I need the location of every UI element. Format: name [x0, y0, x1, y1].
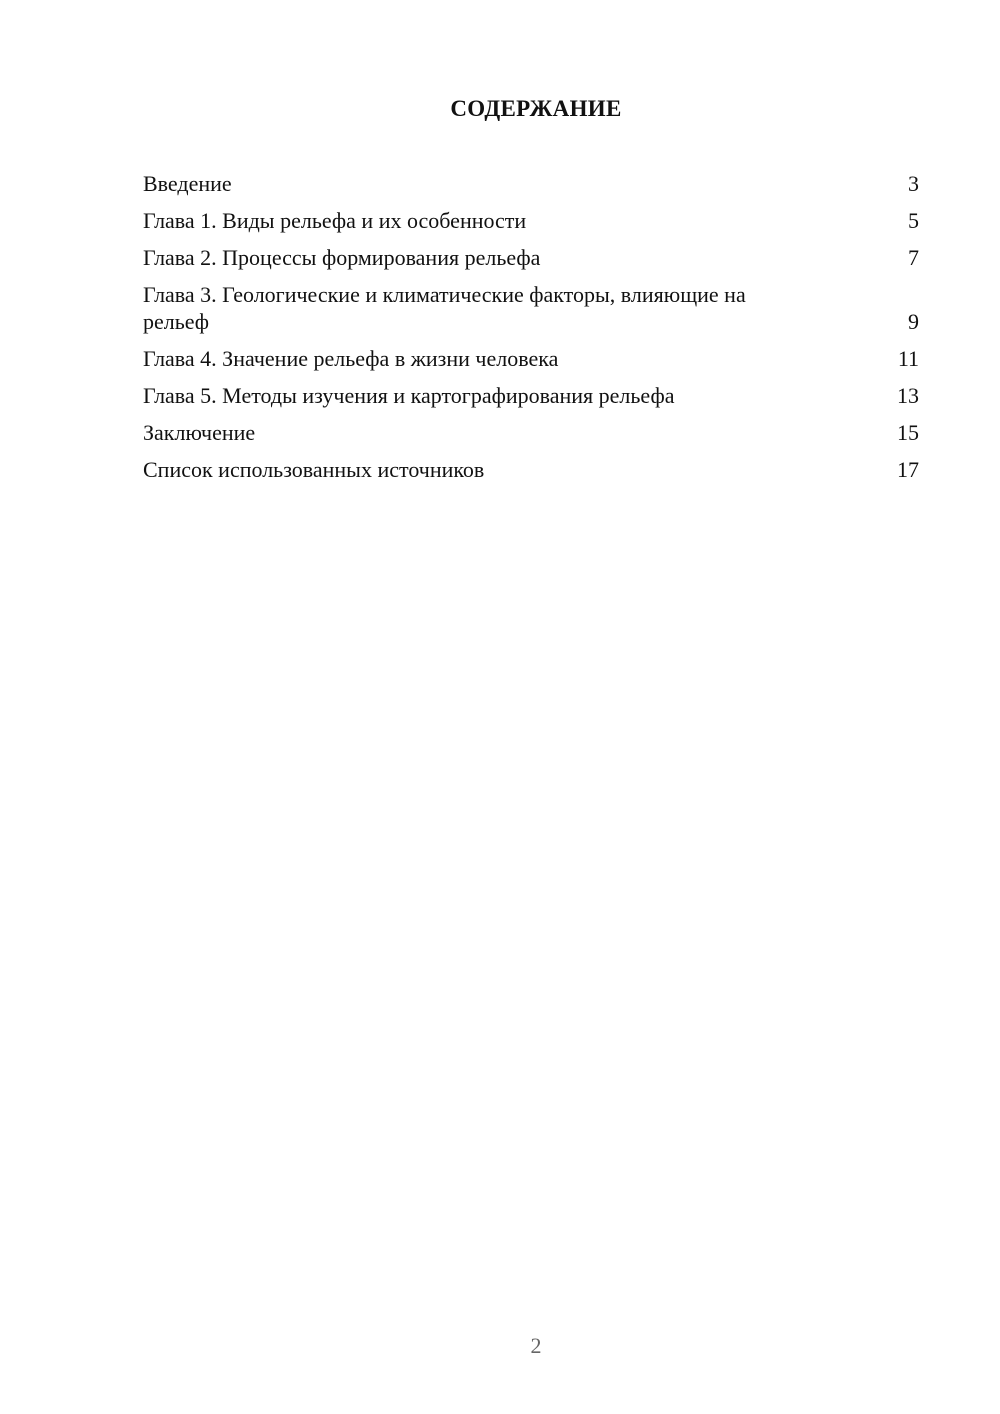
toc-entry-page: 17	[897, 457, 919, 482]
toc-entry	[143, 207, 919, 234]
toc-entry-label: Глава 1. Виды рельефа и их особенности	[143, 208, 527, 233]
toc-entry	[143, 456, 919, 483]
toc-entry-page: 5	[908, 208, 919, 233]
toc-entry-label: Глава 5. Методы изучения и картографирования рельефа	[143, 383, 675, 408]
toc-entry	[143, 244, 919, 271]
toc-entry-page: 3	[908, 171, 919, 196]
toc-entry	[143, 419, 919, 446]
toc-entry-label: Глава 3. Геологические и климатические факторы, влияющие на рельеф	[143, 282, 746, 334]
toc-entry-page: 7	[908, 245, 919, 270]
toc-entry-page: 11	[897, 346, 919, 371]
page-number: 2	[530, 1333, 542, 1358]
toc-entry	[143, 170, 919, 197]
toc-entry-page: 13	[897, 383, 919, 408]
toc-entry	[143, 382, 919, 409]
toc-entry-label: Заключение	[143, 420, 256, 445]
toc-entry	[143, 281, 919, 335]
page-title: СОДЕРЖАНИЕ	[450, 96, 622, 121]
toc-entry-page: 15	[897, 420, 919, 445]
toc-entry	[143, 345, 919, 372]
toc-entry-label: Глава 4. Значение рельефа в жизни человека	[143, 346, 559, 371]
toc-entry-label: Введение	[143, 171, 232, 196]
table-of-contents	[143, 170, 919, 493]
toc-entry-label: Глава 2. Процессы формирования рельефа	[143, 245, 541, 270]
toc-entry-label: Список использованных источников	[143, 457, 485, 482]
toc-entry-page: 9	[908, 309, 919, 334]
